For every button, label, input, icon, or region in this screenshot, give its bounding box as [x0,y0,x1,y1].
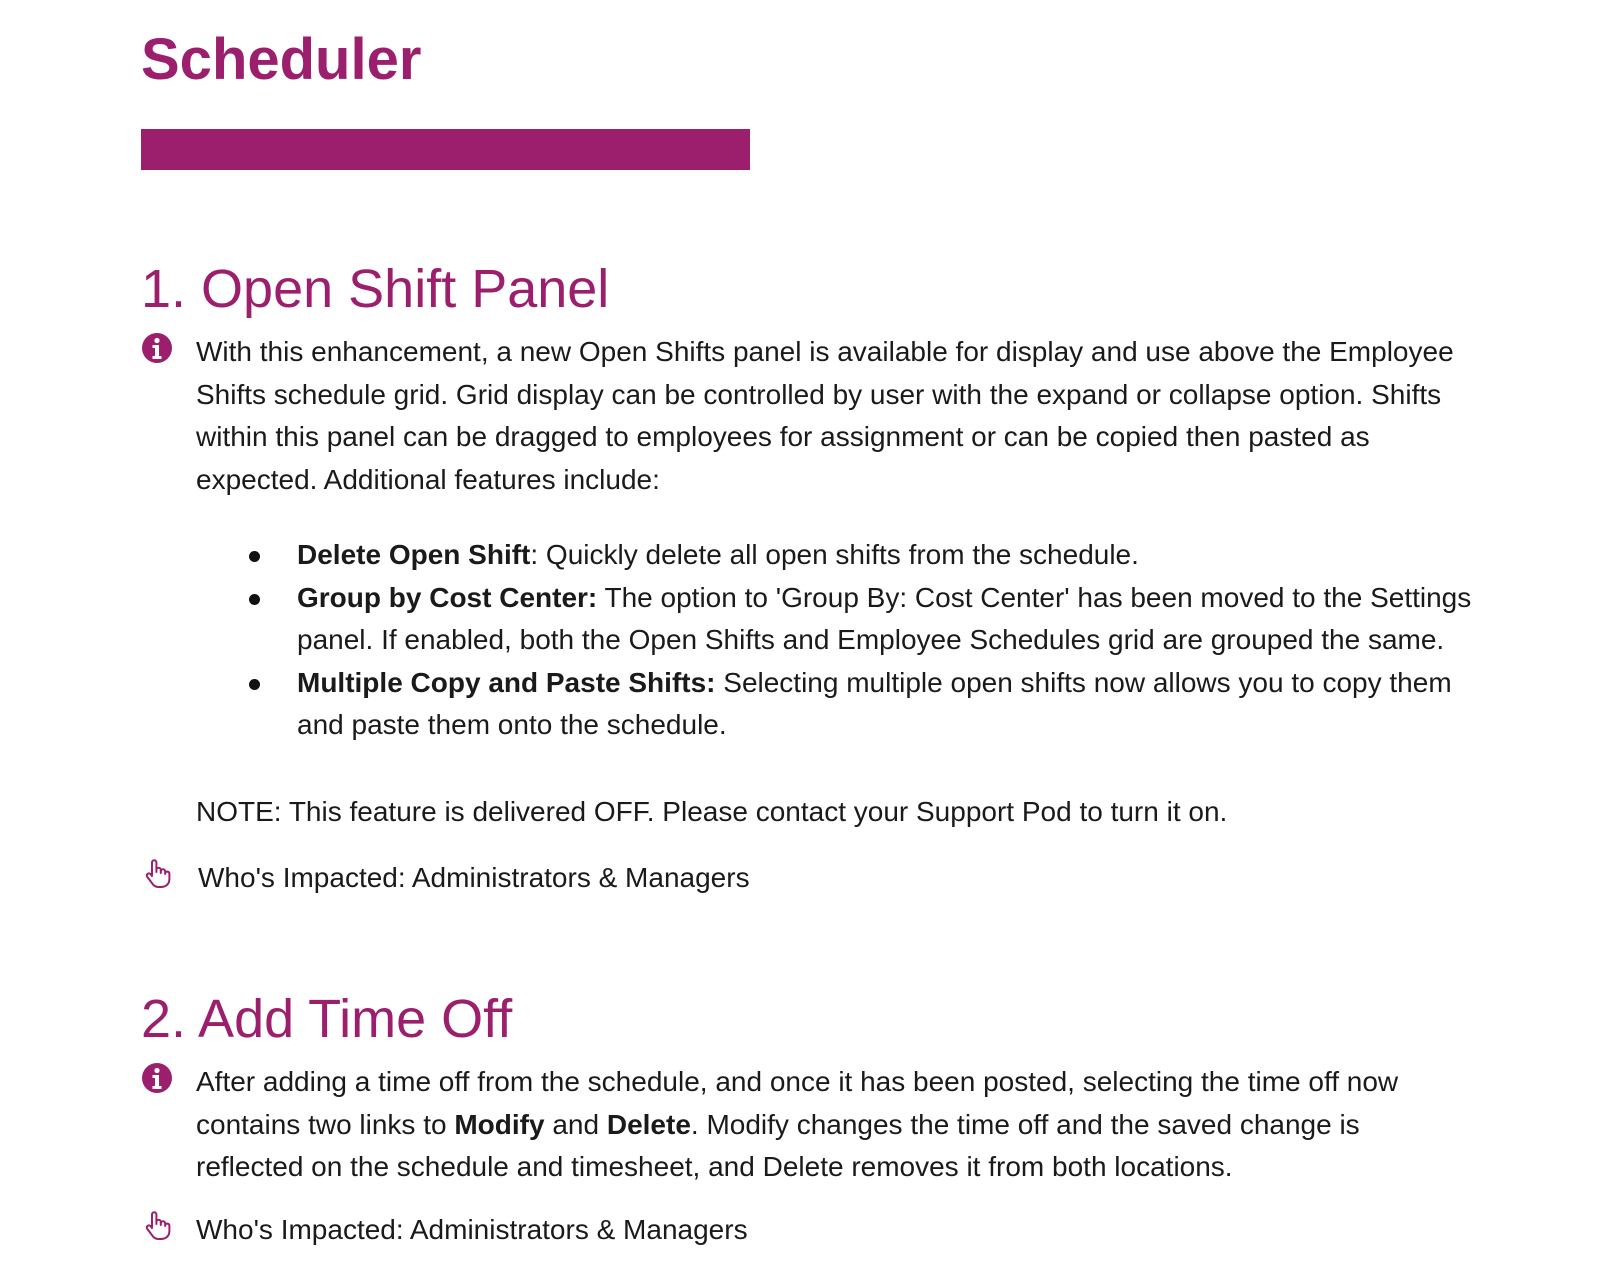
feature-description: : Quickly delete all open shifts from the schedule. [530,539,1139,570]
list-item [241,577,1481,662]
bullet-dot [249,679,260,690]
feature-list [241,534,1481,747]
info-circle-icon [141,332,173,364]
bullet-dot [249,594,260,605]
intro-text: . Modify changes the time off and the saved change is reflected on the schedule and timesheet, and Delete removes it from both locations. [196,1108,1360,1182]
feature-term: Multiple Copy and Paste Shifts: [297,666,716,698]
impacted-label: Who's Impacted: Administrators & Managers [198,862,750,893]
bullet-dot [249,551,260,562]
title-accent-bar [141,129,750,170]
pointing-hand-icon [141,857,173,889]
feature-description: The option to 'Group By: Cost Center' has been moved to the Settings panel. If enabled, both the Open Shifts and Employee Schedules grid are grouped the same. [297,581,1472,655]
list-item [241,662,1481,747]
section-intro: With this enhancement, a new Open Shifts panel is available for display and use above the Employee Shifts schedule grid. Grid display can be controlled by user with the expand or collapse option. Shifts within this panel can be dragged to employees for assignment or can be copied then pasted as expected. Additional features include: [196,336,1454,495]
feature-note: NOTE: This feature is delivered OFF. Please contact your Support Pod to turn it on. [196,796,1228,827]
impacted-label: Who's Impacted: Administrators & Managers [196,1214,748,1245]
intro-text: and [544,1108,607,1140]
info-circle-icon [141,1062,173,1094]
section-intro [196,1061,1466,1189]
feature-description: Selecting multiple open shifts now allows you to copy them and paste them onto the schedule. [297,666,1452,740]
section-heading-add-time-off: 2. Add Time Off [141,989,513,1049]
page-title: Scheduler [141,27,422,92]
modify-term: Modify [454,1108,545,1140]
delete-term: Delete [606,1108,691,1140]
section-heading-open-shift-panel: 1. Open Shift Panel [141,259,610,319]
intro-text: After adding a time off from the schedule, and once it has been posted, selecting the time off now contains two links to [196,1066,1399,1140]
feature-term: Group by Cost Center: [297,581,598,613]
feature-term: Delete Open Shift [297,539,531,570]
list-item [241,534,1481,577]
pointing-hand-icon [141,1209,173,1241]
